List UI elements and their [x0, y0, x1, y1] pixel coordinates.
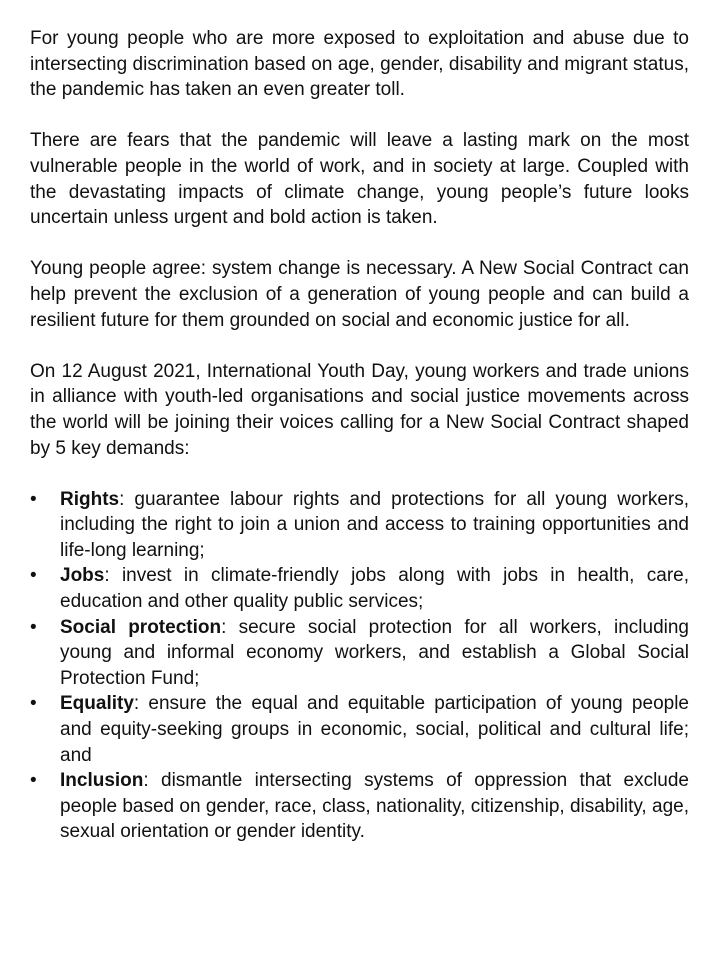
- demand-equality: [30, 691, 689, 768]
- paragraph-pandemic-toll: For young people who are more exposed to exploitation and abuse due to intersecting discrimination based on age, gender, disability and migrant status, the pandemic has taken an even greater toll.: [30, 28, 689, 101]
- bullet-icon: •: [30, 488, 37, 510]
- paragraph-youth-day: On 12 August 2021, International Youth Day, young workers and trade unions in alliance with youth-led organisations and social justice movements across the world will be joining their voices calling for a New Social Contract shaped by 5 key demands:: [30, 360, 689, 459]
- bullet-icon: •: [30, 693, 37, 715]
- demand-term: Jobs: [60, 565, 105, 587]
- bullet-icon: •: [30, 565, 37, 587]
- demand-text: : ensure the equal and equitable participation of young people and equity-seeking groups in economic, social, political and cultural life; and: [60, 693, 689, 766]
- demand-text: : invest in climate-friendly jobs along with jobs in health, care, education and other quality public services;: [60, 565, 689, 613]
- demand-text: : guarantee labour rights and protections for all young workers, including the right to join a union and access to training opportunities and life-long learning;: [60, 488, 689, 561]
- demand-inclusion: [30, 768, 689, 845]
- document-page: [30, 26, 689, 845]
- bullet-icon: •: [30, 616, 37, 638]
- demand-text: : secure social protection for all workers, including young and informal economy workers, and establish a Global Social Protection Fund;: [60, 616, 689, 689]
- demand-term: Equality: [60, 693, 134, 715]
- demand-term: Social protection: [60, 616, 222, 638]
- paragraph-lasting-mark: There are fears that the pandemic will leave a lasting mark on the most vulnerable people in the world of work, and in society at large. Coupled with the devastating impacts of climate change, young people’s future looks uncertain unless urgent and bold action is taken.: [30, 130, 689, 229]
- demands-list: [30, 487, 689, 845]
- demand-rights: [30, 487, 689, 564]
- demand-jobs: [30, 563, 689, 614]
- demand-term: Rights: [60, 488, 120, 510]
- bullet-icon: •: [30, 770, 37, 792]
- demand-social-protection: [30, 615, 689, 692]
- demand-term: Inclusion: [60, 770, 144, 792]
- paragraph-system-change: Young people agree: system change is necessary. A New Social Contract can help prevent the exclusion of a generation of young people and can build a resilient future for them grounded on social and economic justice for all.: [30, 258, 689, 331]
- demand-text: : dismantle intersecting systems of oppression that exclude people based on gender, race, class, nationality, citizenship, disability, age, sexual orientation or gender identity.: [60, 770, 689, 843]
